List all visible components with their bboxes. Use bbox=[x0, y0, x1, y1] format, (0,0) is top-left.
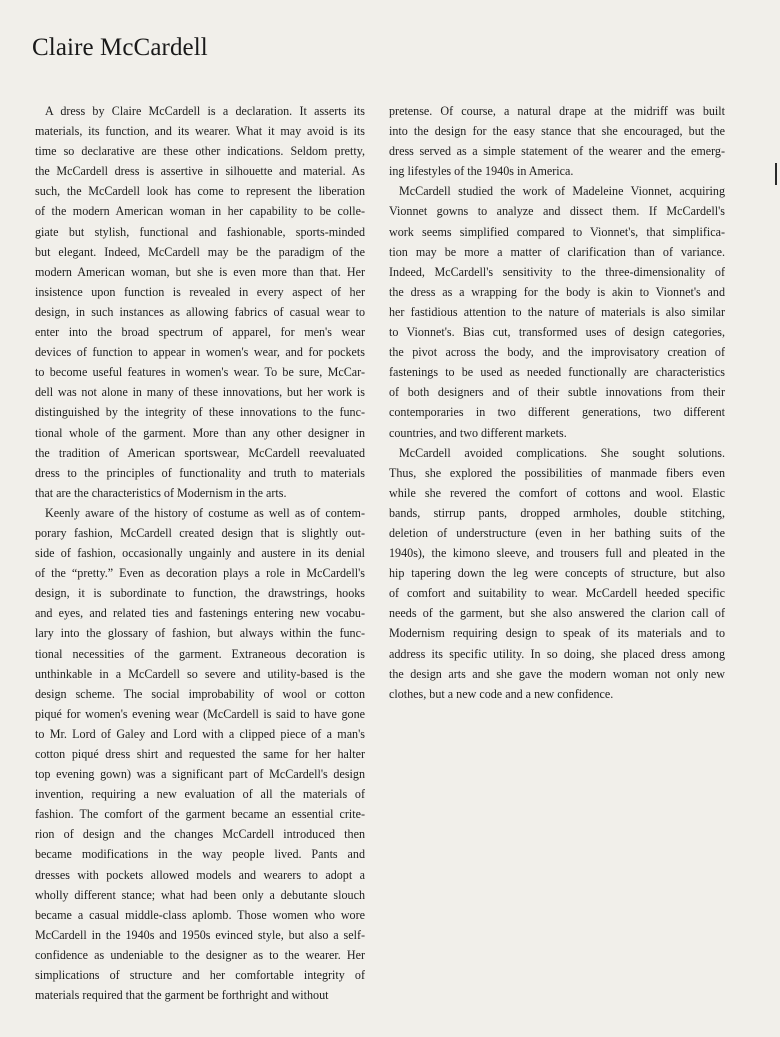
text-line: became a casual middle-class aplomb. Those women who wore bbox=[35, 907, 365, 922]
text-line: to Vionnet's. Bias cut, transformed uses of design categories, bbox=[389, 325, 725, 340]
text-line: design, it is subordinate to function, the drawstrings, hooks bbox=[35, 586, 365, 601]
text-line: address its specific utility. In so doing, she placed dress among bbox=[389, 646, 725, 661]
text-line: clothes, but a new code and a new confidence. bbox=[389, 686, 614, 701]
text-line: tional whole of the garment. More than any other designer in bbox=[35, 425, 365, 440]
page-edge-mark bbox=[775, 163, 777, 185]
text-line: materials, its function, and its wearer. What it may avoid is its bbox=[35, 124, 365, 139]
text-line: and eyes, and related ties and fastenings entering new vocabu- bbox=[35, 606, 365, 621]
text-line: fastenings to be used as needed functionally are characteristics bbox=[389, 365, 725, 380]
text-line: the design arts and she gave the modern woman not only new bbox=[389, 666, 725, 681]
text-line: McCardell avoided complications. She sought solutions. bbox=[399, 445, 725, 460]
text-line: countries, and two different markets. bbox=[389, 425, 567, 440]
text-line: distinguished by the integrity of these innovations to the func- bbox=[35, 405, 365, 420]
text-line: pretense. Of course, a natural drape at the midriff was built bbox=[389, 104, 725, 118]
text-line: Thus, she explored the possibilities of manmade fibers even bbox=[389, 465, 725, 480]
text-line: invention, requiring a new evaluation of all the materials of bbox=[35, 787, 365, 802]
text-line: to become useful features in women's wear. To be sure, McCar- bbox=[35, 365, 365, 380]
text-line: the pivot across the body, and the improvisatory creation of bbox=[389, 345, 725, 360]
text-line: devices of function to appear in women's wear, and for pockets bbox=[35, 345, 365, 360]
text-line: ing lifestyles of the 1940s in America. bbox=[389, 164, 574, 179]
text-line: work seems simplified compared to Vionnet's, that simplifica- bbox=[389, 224, 725, 239]
left-text-column bbox=[35, 101, 365, 1005]
text-line: confidence as undeniable to the designer as to the wearer. Her bbox=[35, 947, 365, 962]
text-line: dell was not alone in many of these innovations, but her work is bbox=[35, 385, 365, 400]
text-line: became modifications in the way people lived. Pants and bbox=[35, 847, 365, 862]
text-line: while she revered the comfort of cottons and wool. Elastic bbox=[389, 485, 725, 500]
text-line: such, the McCardell look has come to represent the liberation bbox=[35, 184, 365, 199]
text-line: of both designers and of their subtle innovations from their bbox=[389, 385, 725, 400]
text-line: bands, stirrup pants, dropped armholes, double stitching, bbox=[389, 505, 725, 520]
text-line: design scheme. The social improbability of wool or cotton bbox=[35, 686, 365, 701]
text-line: but elegant. Indeed, McCardell may be the paradigm of the bbox=[35, 244, 365, 259]
text-line: rion of design and the changes McCardell introduced then bbox=[35, 827, 365, 842]
text-line: Indeed, McCardell's sensitivity to the three-dimensionality of bbox=[389, 264, 725, 279]
text-line: top evening gown) was a significant part of McCardell's design bbox=[35, 767, 365, 782]
text-line: dress served as a simple statement of the wearer and the emerg- bbox=[389, 144, 725, 159]
text-line: piqué for women's evening wear (McCardell is said to have gone bbox=[35, 706, 365, 721]
text-line: that are the characteristics of Modernism in the arts. bbox=[35, 485, 287, 500]
text-line: 1940s), the kimono sleeve, and trousers full and pleated in the bbox=[389, 546, 725, 561]
text-line: modern American woman, but she is even more than that. Her bbox=[35, 264, 365, 279]
text-line: deletion of understructure (even in her bathing suits of the bbox=[389, 525, 725, 540]
text-line: fashion. The comfort of the garment became an essential crite- bbox=[35, 807, 365, 822]
text-line: wholly different stance; what had been only a debutante slouch bbox=[35, 887, 365, 902]
text-line: dresses with pockets allowed models and wearers to adopt a bbox=[35, 867, 365, 882]
text-line: cotton piqué dress shirt and requested the same for her halter bbox=[35, 747, 365, 761]
text-line: hip tapering down the leg were concepts of structure, but also bbox=[389, 566, 725, 581]
text-line: needs of the garment, but she also answered the clarion call of bbox=[389, 606, 725, 621]
text-line: giate but stylish, functional and fashionable, sports-minded bbox=[35, 224, 365, 239]
text-line: Modernism requiring design to speak of its materials and to bbox=[389, 626, 725, 641]
text-line: design, in such instances as allowing fabrics of casual wear to bbox=[35, 304, 365, 319]
text-line: of the modern American woman in her capability to be colle- bbox=[35, 204, 365, 219]
text-line: A dress by Claire McCardell is a declaration. It asserts its bbox=[45, 104, 365, 118]
text-line: the McCardell dress is assertive in silhouette and material. As bbox=[35, 164, 365, 179]
text-line: simplications of structure and her comfortable integrity of bbox=[35, 968, 365, 983]
text-line: McCardell in the 1940s and 1950s evinced style, but also a self- bbox=[35, 927, 365, 942]
text-line: of comfort and suitability to wear. McCardell heeded specific bbox=[389, 586, 725, 601]
text-line: dress to the principles of functionality and truth to materials bbox=[35, 465, 365, 480]
text-line: the dress as a wrapping for the body is akin to Vionnet's and bbox=[389, 284, 725, 299]
text-line: enter into the broad spectrum of apparel, for men's wear bbox=[35, 325, 365, 340]
text-line: of the “pretty.” Even as decoration plays a role in McCardell's bbox=[35, 566, 365, 581]
text-line: McCardell studied the work of Madeleine Vionnet, acquiring bbox=[399, 184, 725, 199]
text-line: to Mr. Lord of Galey and Lord with a clipped piece of a man's bbox=[35, 726, 365, 741]
text-line: into the design for the easy stance that she encouraged, but the bbox=[389, 124, 725, 139]
text-line: side of fashion, occasionally ungainly and austere in its denial bbox=[35, 546, 365, 561]
text-line: her fastidious attention to the nature of materials is also similar bbox=[389, 304, 725, 319]
text-line: tional necessities of the garment. Extraneous decoration is bbox=[35, 646, 365, 661]
text-line: the tradition of American sportswear, McCardell reevaluated bbox=[35, 445, 365, 460]
text-line: contemporaries in two different generations, two different bbox=[389, 405, 725, 420]
text-line: Vionnet gowns to analyze and dissect them. If McCardell's bbox=[389, 204, 725, 219]
text-line: materials required that the garment be forthright and without bbox=[35, 988, 329, 1003]
text-line: tion may be more a matter of clarification than of variance. bbox=[389, 244, 725, 259]
text-line: insistence upon function is revealed in every aspect of her bbox=[35, 284, 365, 299]
page-title: Claire McCardell bbox=[32, 34, 208, 61]
text-line: unthinkable in a McCardell so severe and utility-based is the bbox=[35, 666, 365, 681]
text-line: porary fashion, McCardell created design that is slightly out- bbox=[35, 525, 365, 540]
text-line: Keenly aware of the history of costume as well as of contem- bbox=[45, 505, 365, 520]
text-line: time so declarative are these other indications. Seldom pretty, bbox=[35, 144, 365, 159]
text-line: lary into the glossary of fashion, but always within the func- bbox=[35, 626, 365, 641]
right-text-column bbox=[389, 101, 725, 704]
